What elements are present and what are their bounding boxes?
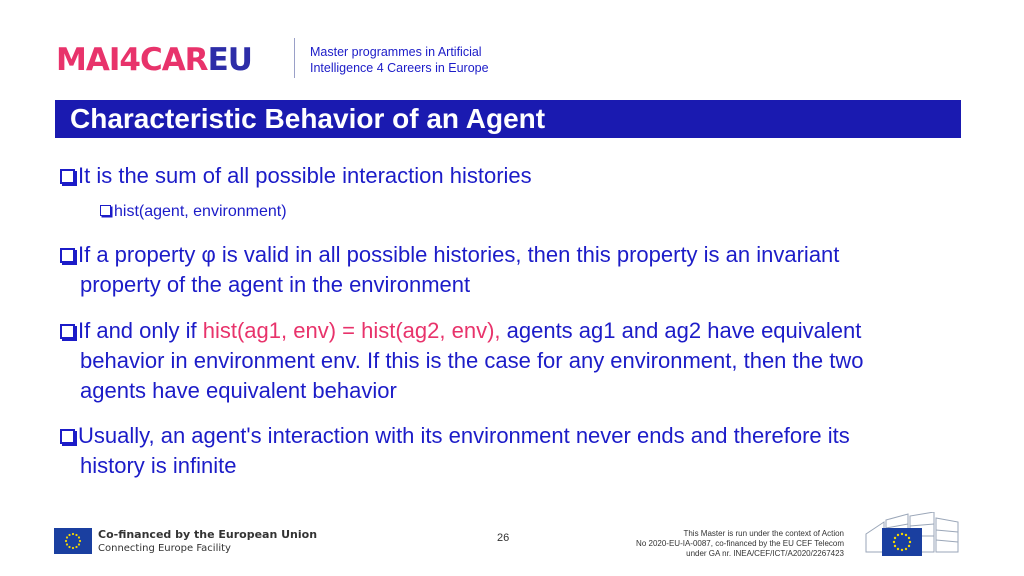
checkbox-bullet-icon	[60, 429, 75, 444]
footer-note: This Master is run under the context of Action No 2020-EU-IA-0087, co-financed by the EU CEF Telecom under GA nr. INEA/CEF/ICT/A2020/2267423	[636, 529, 844, 558]
bullet-4: Usually, an agent's interaction with its environment never ends and therefore its history is infinite	[60, 421, 960, 481]
title-bar	[55, 100, 961, 138]
mai4careu-logo: MAI4CAREU	[56, 42, 252, 78]
bullet-2: If a property φ is valid in all possible histories, then this property is an invariant property of the agent in the environment	[60, 240, 960, 300]
eu-flag-icon	[54, 528, 92, 554]
cofinanced-text: Co-financed by the European Union Connecting Europe Facility	[98, 528, 318, 554]
checkbox-bullet-icon	[60, 324, 75, 339]
highlighted-formula: hist(ag1, env) = hist(ag2, env),	[202, 318, 501, 343]
page-number: 26	[497, 532, 510, 544]
bullet-3: If and only if hist(ag1, env) = hist(ag2, env), agents ag1 and ag2 have equivalent behavior in environment env. If this is the case for any environment, then the two agents have equivalent behavior	[60, 316, 960, 406]
european-commission-logo-icon	[864, 512, 960, 558]
checkbox-bullet-icon	[60, 169, 75, 184]
header-subtitle: Master programmes in Artificial Intelligence 4 Careers in Europe	[310, 45, 489, 75]
header-divider	[294, 38, 295, 78]
bullet-1: It is the sum of all possible interaction histories	[60, 161, 532, 191]
checkbox-bullet-icon	[60, 248, 75, 263]
slide-title: Characteristic Behavior of an Agent	[70, 103, 546, 134]
sub-bullet-1: hist(agent, environment)	[100, 201, 287, 223]
checkbox-bullet-icon	[100, 205, 111, 216]
